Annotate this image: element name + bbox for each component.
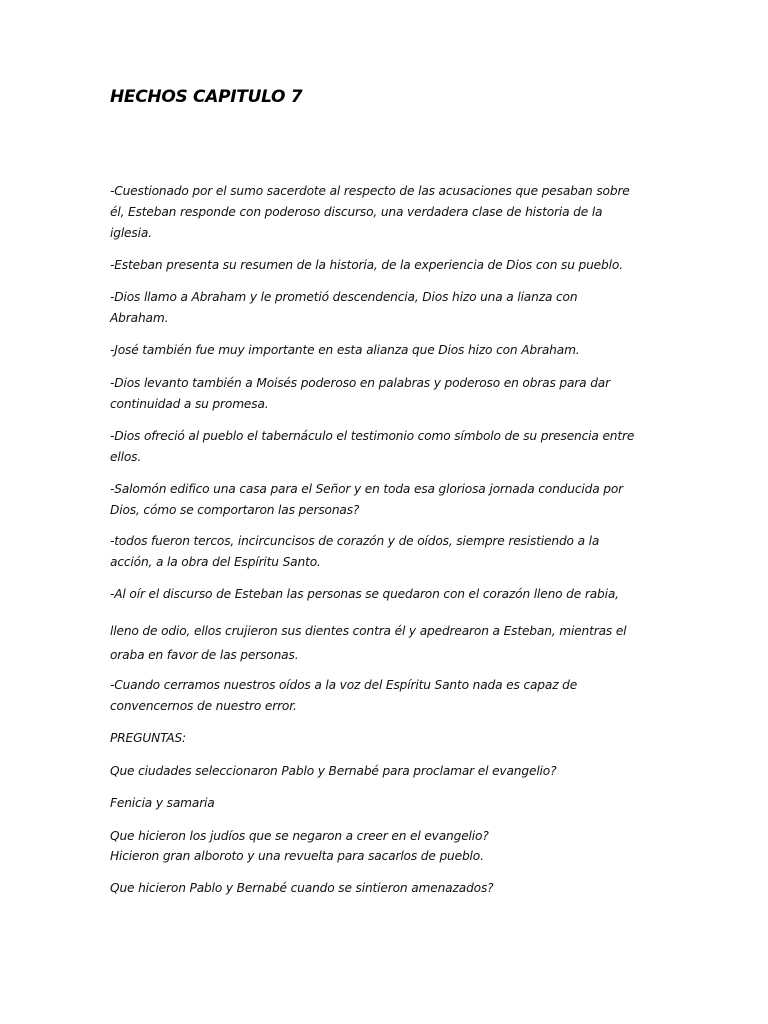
paragraph-1 xyxy=(110,181,662,244)
paragraph-3 xyxy=(110,287,662,329)
paragraph-line: Abraham. xyxy=(110,311,169,325)
paragraph-line: -José también fue muy importante en esta alianza que Dios hizo con Abraham. xyxy=(110,343,580,357)
paragraph-15 xyxy=(110,826,662,866)
paragraph-11 xyxy=(110,675,662,717)
paragraph-9 xyxy=(110,584,662,605)
paragraph-line: PREGUNTAS: xyxy=(110,731,187,745)
paragraph-line: oraba en favor de las personas. xyxy=(110,648,299,662)
paragraph-line: él, Esteban responde con poderoso discurso, una verdadera clase de historia de la xyxy=(110,205,603,219)
paragraph-line: lleno de odio, ellos crujieron sus dientes contra él y apedrearon a Esteban, mientras el xyxy=(110,624,627,638)
paragraph-14 xyxy=(110,793,662,814)
paragraph-line: ellos. xyxy=(110,450,142,464)
paragraph-line: convencernos de nuestro error. xyxy=(110,699,297,713)
paragraph-line: Hicieron gran alboroto y una revuelta para sacarlos de pueblo. xyxy=(110,849,484,863)
paragraph-line: -Cuando cerramos nuestros oídos a la voz del Espíritu Santo nada es capaz de xyxy=(110,678,578,692)
paragraph-line: -Cuestionado por el sumo sacerdote al respecto de las acusaciones que pesaban sobre xyxy=(110,184,630,198)
document-title: HECHOS CAPITULO 7 xyxy=(110,87,303,107)
paragraph-12 xyxy=(110,728,662,749)
paragraph-line: -Dios llamo a Abraham y le prometió descendencia, Dios hizo una a lianza con xyxy=(110,290,578,304)
paragraph-4 xyxy=(110,340,662,361)
paragraph-7 xyxy=(110,479,662,521)
paragraph-line: -Al oír el discurso de Esteban las personas se quedaron con el corazón lleno de rabia, xyxy=(110,587,619,601)
paragraph-line: iglesia. xyxy=(110,226,152,240)
paragraph-line: -Dios levanto también a Moisés poderoso en palabras y poderoso en obras para dar xyxy=(110,376,610,390)
paragraph-2 xyxy=(110,255,662,276)
paragraph-line: Que hicieron Pablo y Bernabé cuando se sintieron amenazados? xyxy=(110,881,494,895)
paragraph-line: Que ciudades seleccionaron Pablo y Bernabé para proclamar el evangelio? xyxy=(110,764,557,778)
paragraph-line: Dios, cómo se comportaron las personas? xyxy=(110,503,360,517)
paragraph-13 xyxy=(110,761,662,782)
paragraph-line: -Esteban presenta su resumen de la historia, de la experiencia de Dios con su pueblo. xyxy=(110,258,623,272)
paragraph-16 xyxy=(110,878,662,899)
paragraph-6 xyxy=(110,426,662,468)
paragraph-5 xyxy=(110,373,662,415)
paragraph-10 xyxy=(110,619,662,667)
paragraph-line: Que hicieron los judíos que se negaron a creer en el evangelio? xyxy=(110,829,489,843)
paragraph-8 xyxy=(110,531,662,573)
paragraph-line: -Dios ofreció al pueblo el tabernáculo el testimonio como símbolo de su presencia entre xyxy=(110,429,635,443)
paragraph-line: -Salomón edifico una casa para el Señor y en toda esa gloriosa jornada conducida por xyxy=(110,482,624,496)
paragraph-line: -todos fueron tercos, incircuncisos de corazón y de oídos, siempre resistiendo a la xyxy=(110,534,600,548)
paragraph-line: continuidad a su promesa. xyxy=(110,397,269,411)
paragraph-line: Fenicia y samaria xyxy=(110,796,215,810)
paragraph-line: acción, a la obra del Espíritu Santo. xyxy=(110,555,321,569)
